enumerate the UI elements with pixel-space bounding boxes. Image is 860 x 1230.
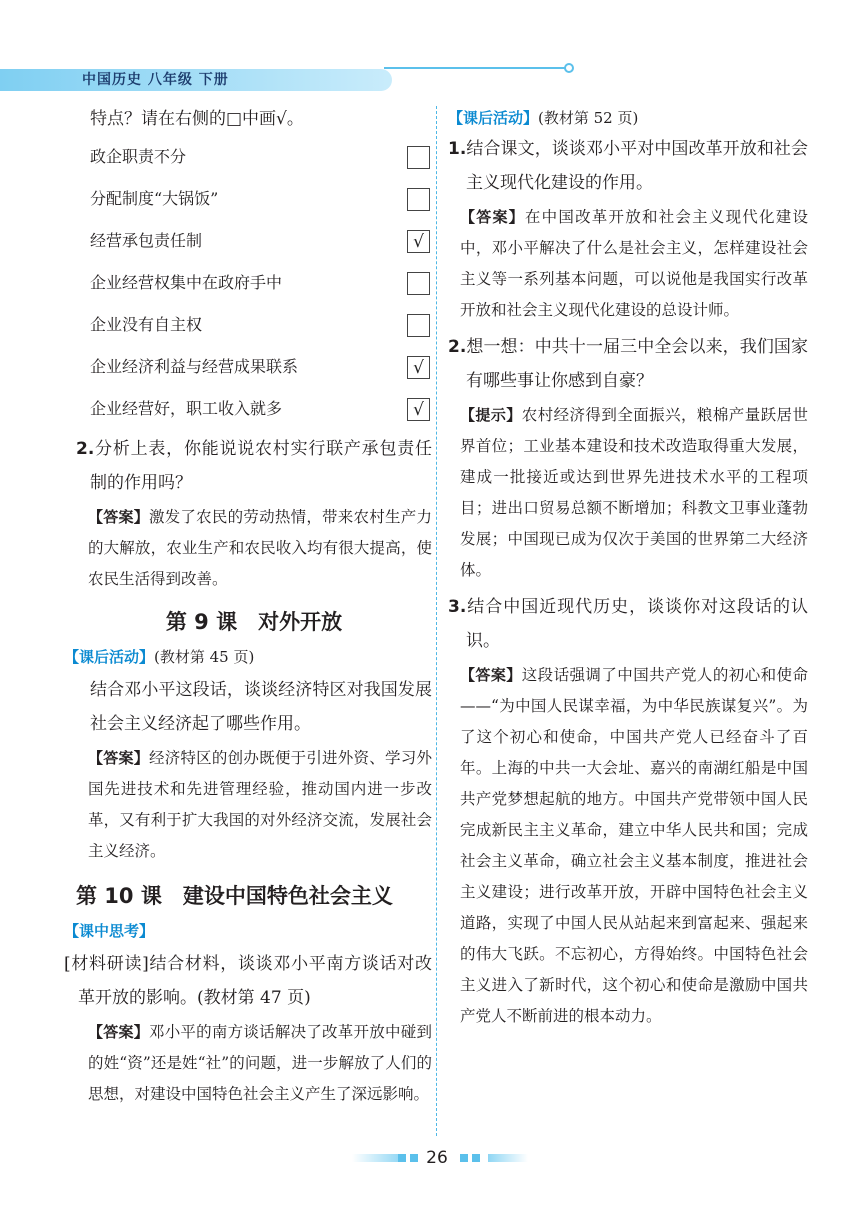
question-number: 3. (448, 597, 467, 617)
answer-text: 经济特区的创办既便于引进外资、学习外国先进技术和先进管理经验，推动国内进一步改革，又有利于扩大我国的对外经济交流，发展社会主义经济。 (88, 749, 432, 860)
book-title: 中国历史 八年级 下册 (82, 72, 229, 88)
question-2 (76, 432, 432, 500)
answer-tag: 【答案】 (460, 208, 525, 226)
footer-square (460, 1154, 468, 1162)
lesson-9-title: 第 9 课 对外开放 (165, 610, 343, 634)
checkbox[interactable]: √ (407, 230, 430, 253)
answer-block (76, 743, 432, 867)
section-heading (448, 104, 808, 132)
question-2 (448, 330, 808, 398)
answer-text: 激发了农民的劳动热情，带来农村生产力的大解放，农业生产和农民收入均有很大提高，使农民生活得到改善。 (88, 508, 432, 588)
checklist-row (76, 262, 432, 304)
answer-block (448, 202, 808, 326)
column-divider (436, 106, 437, 1136)
question-1 (448, 132, 808, 200)
left-column (64, 104, 432, 1110)
section-heading (64, 915, 432, 947)
checklist-label: 政企职责不分 (90, 147, 187, 166)
hint-block (448, 400, 808, 586)
answer-text: 在中国改革开放和社会主义现代化建设中，邓小平解决了什么是社会主义，怎样建设社会主义等一系列基本问题，可以说他是我国实行改革开放和社会主义现代化建设的总设计师。 (460, 208, 808, 319)
question-text: 想一想：中共十一届三中全会以来，我们国家有哪些事让你感到自豪？ (466, 337, 808, 391)
checkbox[interactable] (407, 146, 430, 169)
checklist-label: 企业经营好，职工收入就多 (90, 399, 283, 418)
checklist-intro: 特点？请在右侧的□中画√。 (90, 109, 304, 129)
footer-square (472, 1154, 480, 1162)
checklist-row (76, 346, 432, 388)
section-note: (教材第 52 页) (538, 109, 639, 127)
page-number: 26 (426, 1148, 448, 1168)
lesson-10-title: 第 10 课 建设中国特色社会主义 (76, 884, 393, 908)
question-3 (448, 590, 808, 658)
page-footer (0, 1146, 860, 1170)
lesson-10-question: [材料研读]结合材料，谈谈邓小平南方谈话对改革开放的影响。(教材第 47 页) (64, 954, 432, 1008)
answer-block (76, 1017, 432, 1110)
section-tag: 【课中思考】 (64, 922, 155, 940)
checkbox[interactable]: √ (407, 398, 430, 421)
answer-block (76, 502, 432, 595)
checklist-row (76, 388, 432, 430)
section-heading (64, 641, 432, 673)
footer-square (410, 1154, 418, 1162)
checklist (76, 136, 432, 430)
question-number: 2. (76, 439, 95, 459)
header-dot (564, 63, 574, 73)
footer-square (398, 1154, 406, 1162)
answer-tag: 【答案】 (460, 666, 522, 684)
checklist-label: 经营承包责任制 (90, 231, 203, 250)
checklist-row (76, 220, 432, 262)
checklist-label: 企业经营权集中在政府手中 (90, 273, 283, 292)
checkbox[interactable] (407, 272, 430, 295)
section-note: (教材第 45 页) (154, 648, 255, 666)
right-column (448, 104, 808, 1032)
question-text: 分析上表，你能说说农村实行联产承包责任制的作用吗？ (90, 439, 432, 493)
checkbox[interactable]: √ (407, 356, 430, 379)
checklist-label: 分配制度“大锅饭” (90, 189, 219, 208)
footer-bar-right (488, 1154, 528, 1162)
question-text: 结合课文，谈谈邓小平对中国改革开放和社会主义现代化建设的作用。 (466, 139, 808, 193)
checklist-label: 企业没有自主权 (90, 315, 203, 334)
footer-bar-left (352, 1154, 402, 1162)
hint-text: 农村经济得到全面振兴，粮棉产量跃居世界首位；工业基本建设和技术改造取得重大发展，建成一批接近或达到世界先进技术水平的工程项目；进出口贸易总额不断增加；科教文卫事业蓬勃发展；中国现已成为仅次于美国的世界第二大经济体。 (460, 406, 808, 579)
section-tag: 【课后活动】 (448, 109, 539, 127)
answer-tag: 【答案】 (88, 508, 149, 526)
checklist-row (76, 304, 432, 346)
question-text: 结合中国近现代历史，谈谈你对这段话的认识。 (466, 597, 808, 651)
checkbox[interactable] (407, 188, 430, 211)
checklist-row (76, 178, 432, 220)
answer-text: 这段话强调了中国共产党人的初心和使命——“为中国人民谋幸福，为中华民族谋复兴”。为了这个初心和使命，中国共产党人已经奋斗了百年。上海的中共一大会址、嘉兴的南湖红船是中国共产党梦想起航的地方。中国共产党带领中国人民完成新民主主义革命，建立中华人民共和国；完成社会主义革命，确立社会主义基本制度，推进社会主义建设；进行改革开放，开辟中国特色社会主义道路，实现了中国人民从站起来到富起来、强起来的伟大飞跃。不忘初心，方得始终。中国特色社会主义进入了新时代，这个初心和使命是激励中国共产党人不断前进的根本动力。 (460, 666, 808, 1025)
answer-block (448, 660, 808, 1032)
hint-tag: 【提示】 (460, 406, 522, 424)
lesson-9-question: 结合邓小平这段话，谈谈经济特区对我国发展社会主义经济起了哪些作用。 (90, 680, 432, 734)
answer-tag: 【答案】 (88, 749, 149, 767)
answer-text: 邓小平的南方谈话解决了改革开放中碰到的姓“资”还是姓“社”的问题，进一步解放了人们的思想，对建设中国特色社会主义产生了深远影响。 (88, 1023, 432, 1103)
question-number: 2. (448, 337, 467, 357)
checklist-label: 企业经济利益与经营成果联系 (90, 357, 299, 376)
checkbox[interactable] (407, 314, 430, 337)
answer-tag: 【答案】 (88, 1023, 149, 1041)
section-tag: 【课后活动】 (64, 648, 155, 666)
checklist-row (76, 136, 432, 178)
question-number: 1. (448, 139, 467, 159)
header-rule (384, 67, 568, 69)
